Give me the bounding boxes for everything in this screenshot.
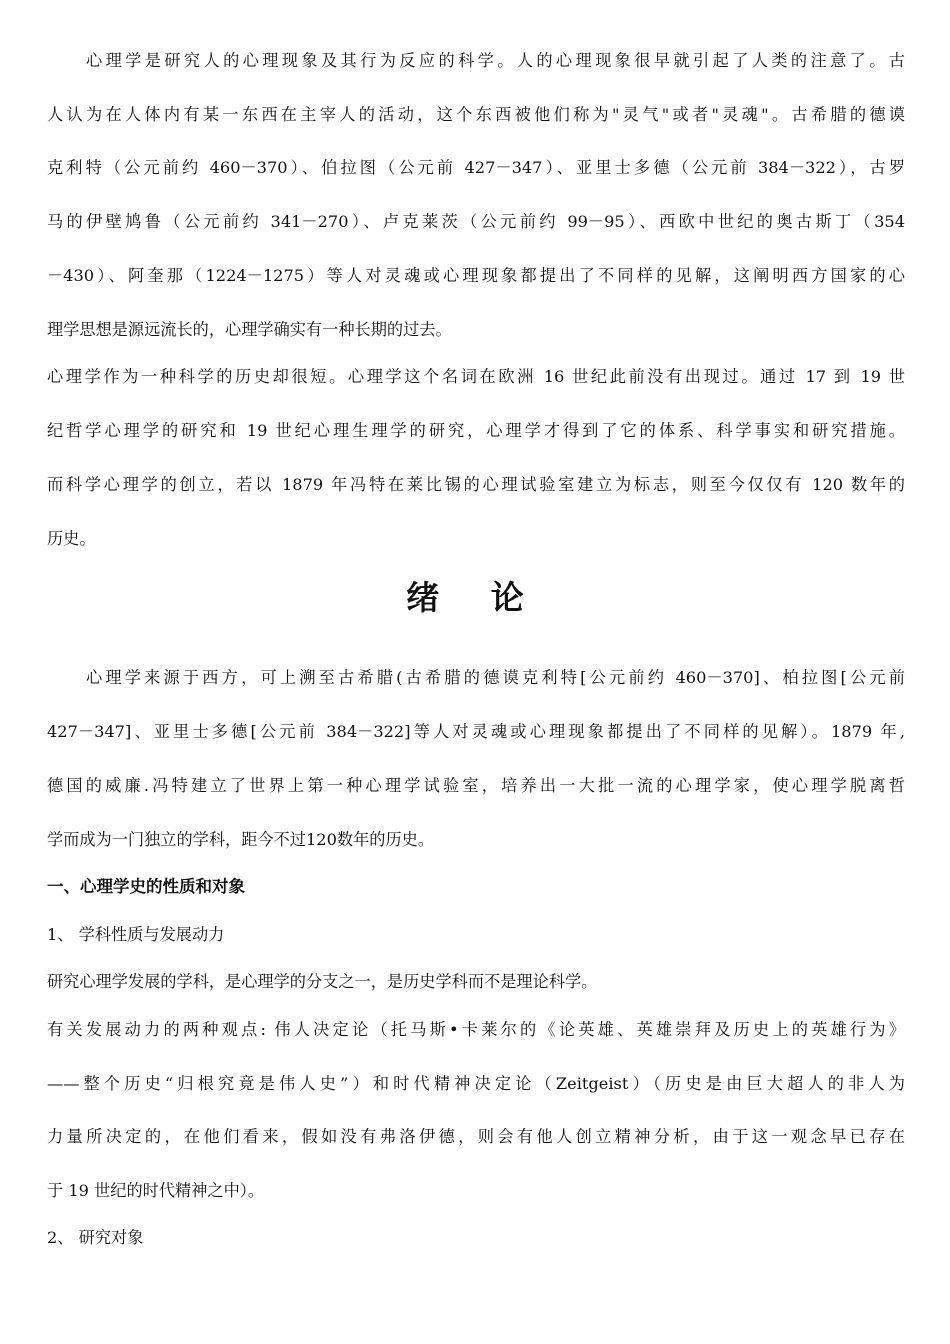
intro-p1-line-1: 心理学是研究人的心理现象及其行为反应的科学。人的心理现象很早就引起了人类的注意了。古 [86,51,905,70]
item-1-p2-line-4: 于 19 世纪的时代精神之中）。 [47,1181,265,1200]
item-1-p2-line-3: 力量所决定的，在他们看来，假如没有弗洛伊德，则会有他人创立精神分析，由于这一观念早已存在 [47,1127,905,1146]
item-1-paragraph-1: 研究心理学发展的学科，是心理学的分支之一，是历史学科而不是理论科学。 [47,972,598,991]
chapter-p1-line-4: 学而成为一门独立的学科，距今不过120数年的历史。 [47,830,435,849]
item-1-p2-line-2: ——整个历史“归根究竟是伟人史”）和时代精神决定论（Zeitgeist）（历史是由巨大超人的非人为 [47,1074,905,1093]
intro-p2-line-4: 历史。 [47,529,96,548]
intro-p1-line-2: 人认为在人体内有某一东西在主宰人的活动，这个东西被他们称为"灵气"或者"灵魂"。古希腊的德谟 [47,105,905,124]
intro-p2-line-1: 心理学作为一种科学的历史却很短。心理学这个名词在欧洲 16 世纪此前没有出现过。通过 17 到 19 世 [47,367,905,386]
item-1-heading: 1、 学科性质与发展动力 [47,925,225,944]
item-1-p2-line-1: 有关发展动力的两种观点: 伟人决定论（托马斯•卡莱尔的《论英雄、英雄崇拜及历史上的英雄行为》 [47,1020,905,1039]
intro-p2-line-3: 而科学心理学的创立，若以 1879 年冯特在莱比锡的心理试验室建立为标志，则至今仅仅有 120 数年的 [47,475,905,494]
chapter-title: 绪 论 [406,578,544,617]
intro-p1-line-3: 克利特（公元前约 460－370）、伯拉图（公元前 427－347）、亚里士多德（公元前 384－322），古罗 [47,158,905,177]
intro-p2-line-2: 纪哲学心理学的研究和 19 世纪心理生理学的研究，心理学才得到了它的体系、科学事实和研究措施。 [47,421,905,440]
intro-p1-line-6: 理学思想是源远流长的，心理学确实有一种长期的过去。 [47,320,452,339]
chapter-p1-line-3: 德国的威廉.冯特建立了世界上第一种心理学试验室，培养出一大批一流的心理学家，使心理学脱离哲 [47,776,905,795]
chapter-p1-line-1: 心理学来源于西方，可上溯至古希腊(古希腊的德谟克利特[公元前约 460－370]、柏拉图[公元前 [86,668,905,687]
intro-p1-line-4: 马的伊壁鸠鲁（公元前约 341－270）、卢克莱茨（公元前约 99－95）、西欧中世纪的奥古斯丁（354 [47,212,905,231]
chapter-p1-line-2: 427－347]、亚里士多德[公元前 384－322]等人对灵魂或心理现象都提出了不同样的见解）。1879 年, [47,722,905,741]
item-2-heading: 2、 研究对象 [47,1228,144,1247]
section-heading-1: 一、心理学史的性质和对象 [47,877,245,896]
intro-p1-line-5: －430）、阿奎那（1224－1275）等人对灵魂或心理现象都提出了不同样的见解，这阐明西方国家的心 [47,266,905,285]
